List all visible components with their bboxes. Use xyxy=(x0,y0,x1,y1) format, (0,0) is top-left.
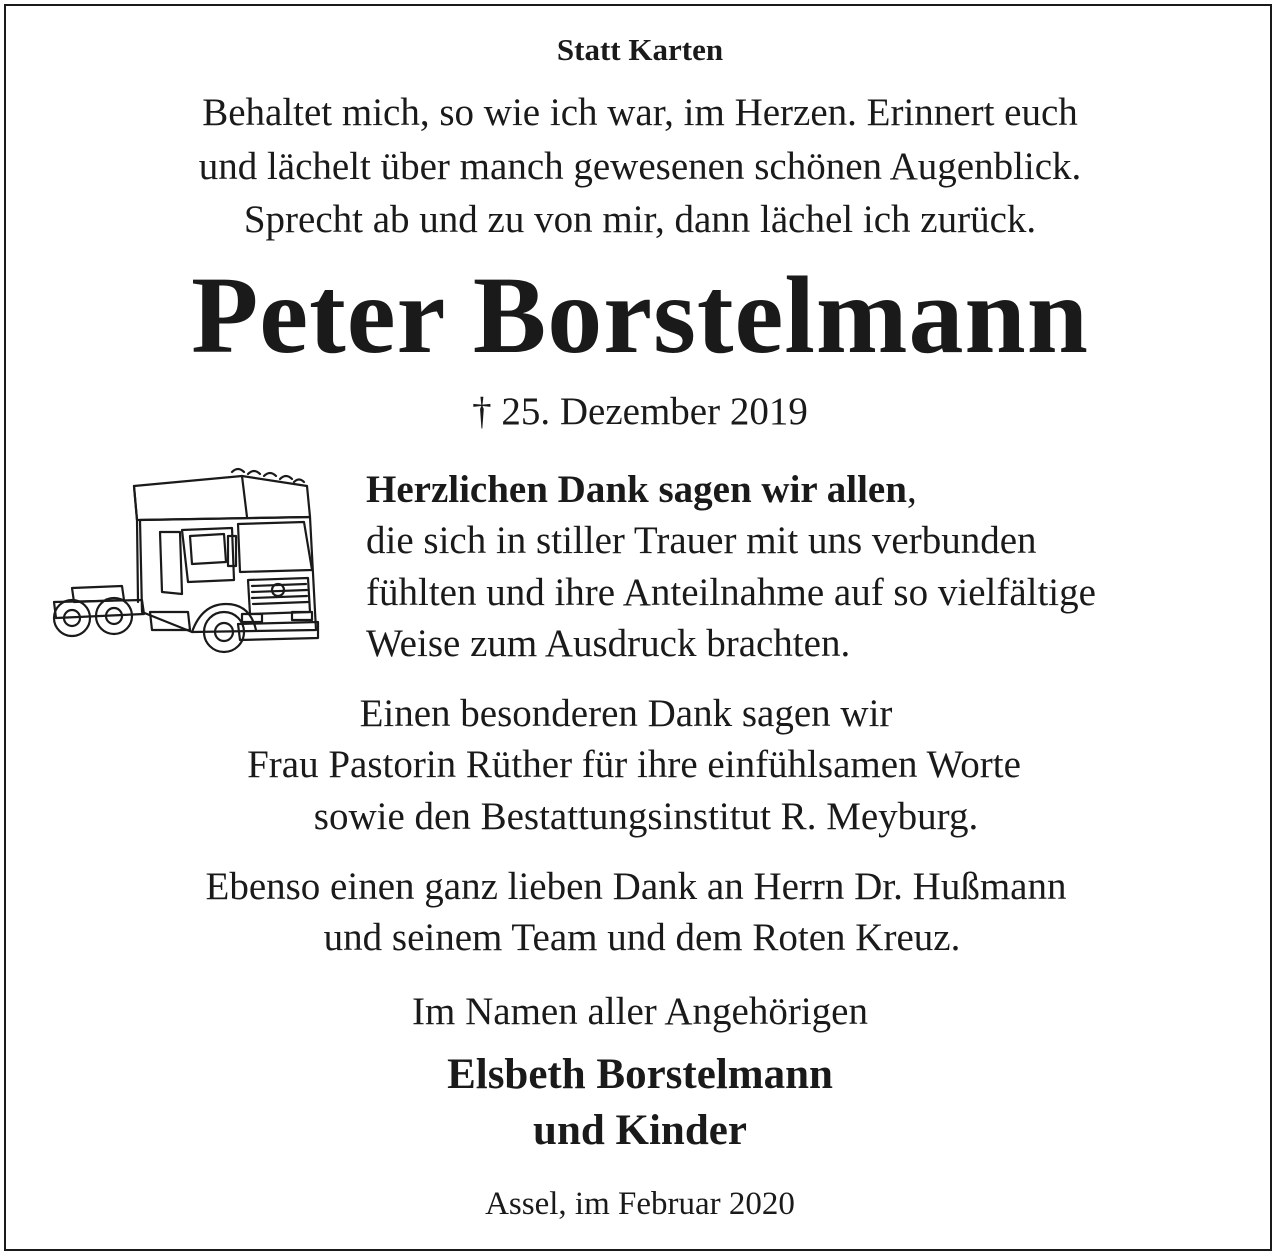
special-thanks-line: Frau Pastorin Rüther für ihre einfühlsamen Worte xyxy=(247,743,1021,786)
family-signature: und Kinder xyxy=(533,1107,747,1154)
thanks-lead xyxy=(366,467,917,512)
deceased-name: Peter Borstelmann xyxy=(191,254,1089,376)
special-thanks-line: Einen besonderen Dank sagen wir xyxy=(359,692,893,735)
quote-line: und lächelt über manch gewesenen schönen Augenblick. xyxy=(198,145,1082,188)
on-behalf-line: Im Namen aller Angehörigen xyxy=(412,990,868,1033)
quote-line: Sprecht ab und zu von mir, dann lächel ich zurück. xyxy=(243,198,1037,241)
truck-illustration xyxy=(42,462,322,662)
thanks-lead-comma: , xyxy=(906,468,917,511)
place-date: Assel, im Februar 2020 xyxy=(485,1186,795,1222)
thanks-lead-bold: Herzlichen Dank sagen wir allen xyxy=(366,468,907,511)
header-statt-karten: Statt Karten xyxy=(556,32,724,67)
obituary-notice xyxy=(4,4,1272,1251)
thanks-line: die sich in stiller Trauer mit uns verbunden xyxy=(366,519,1037,562)
thanks-line: fühlten und ihre Anteilnahme auf so vielfältige xyxy=(366,571,1096,614)
quote-line: Behaltet mich, so wie ich war, im Herzen. Erinnert euch xyxy=(202,91,1078,134)
further-thanks-line: Ebenso einen ganz lieben Dank an Herrn Dr. Hußmann xyxy=(205,865,1067,908)
special-thanks-line: sowie den Bestattungsinstitut R. Meyburg. xyxy=(313,795,979,838)
death-date: † 25. Dezember 2019 xyxy=(472,390,808,433)
thanks-line: Weise zum Ausdruck brachten. xyxy=(366,622,851,665)
further-thanks-line: und seinem Team und dem Roten Kreuz. xyxy=(323,916,961,959)
family-signature: Elsbeth Borstelmann xyxy=(447,1051,833,1098)
